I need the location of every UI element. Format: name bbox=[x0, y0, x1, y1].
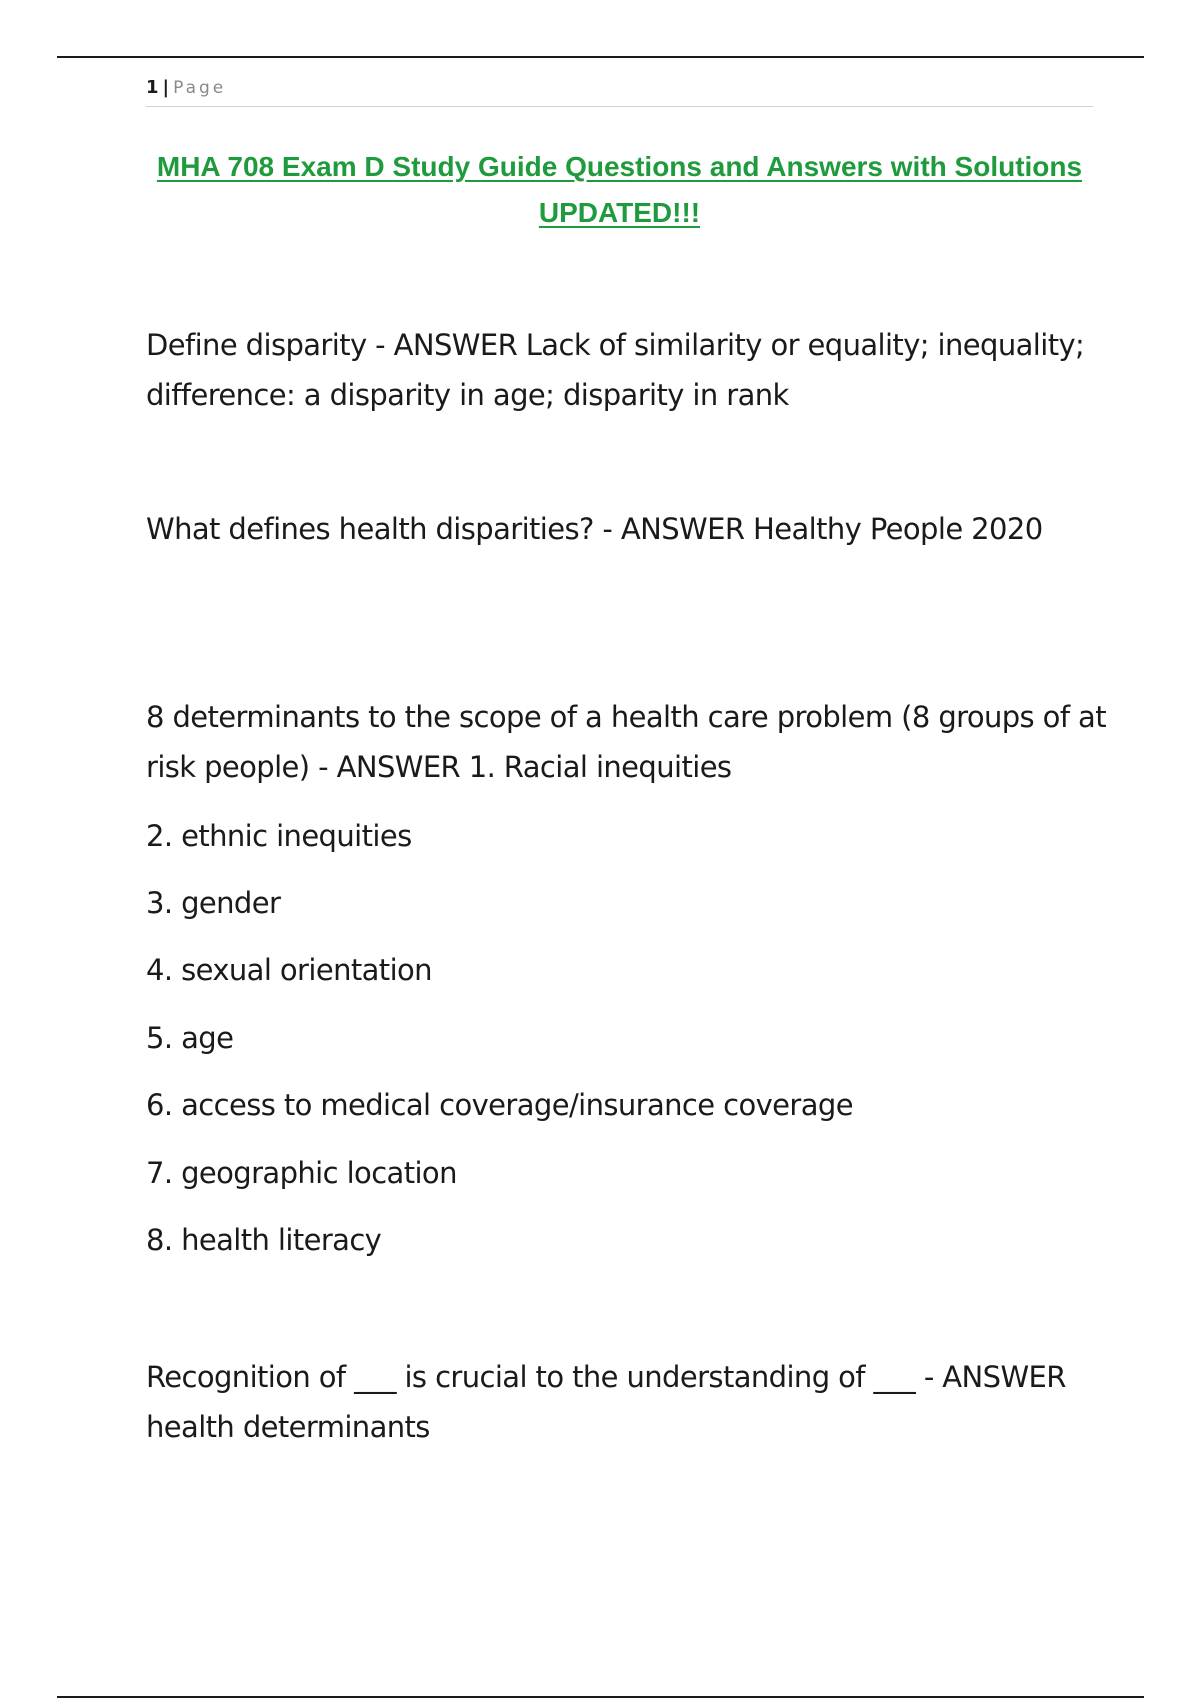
list-item: 3. gender bbox=[146, 886, 281, 920]
qa-item-4: Recognition of ___ is crucial to the understanding of ___ - ANSWER health determinants bbox=[146, 1360, 1066, 1444]
page-separator: | bbox=[162, 77, 170, 98]
top-border-line bbox=[57, 56, 1144, 58]
list-item: 7. geographic location bbox=[146, 1156, 457, 1190]
list-item: 6. access to medical coverage/insurance coverage bbox=[146, 1088, 853, 1122]
qa-item-3: 8 determinants to the scope of a health care problem (8 groups of at risk people) - ANSWER 1. Racial inequities bbox=[146, 700, 1106, 784]
bottom-border-line bbox=[57, 1696, 1144, 1698]
list-item: 4. sexual orientation bbox=[146, 953, 432, 987]
page-header bbox=[146, 76, 1093, 107]
page-number: 1 bbox=[146, 77, 159, 98]
qa-item-2: What defines health disparities? - ANSWER Healthy People 2020 bbox=[146, 512, 1043, 546]
list-item: 2. ethnic inequities bbox=[146, 819, 412, 853]
list-item: 5. age bbox=[146, 1021, 234, 1055]
list-item: 8. health literacy bbox=[146, 1223, 382, 1257]
qa-item-1: Define disparity - ANSWER Lack of similarity or equality; inequality; difference: a disparity in age; disparity in rank bbox=[146, 328, 1085, 412]
document-title: MHA 708 Exam D Study Guide Questions and Answers with Solutions UPDATED!!! bbox=[156, 151, 1083, 228]
page-label: Page bbox=[173, 78, 227, 98]
